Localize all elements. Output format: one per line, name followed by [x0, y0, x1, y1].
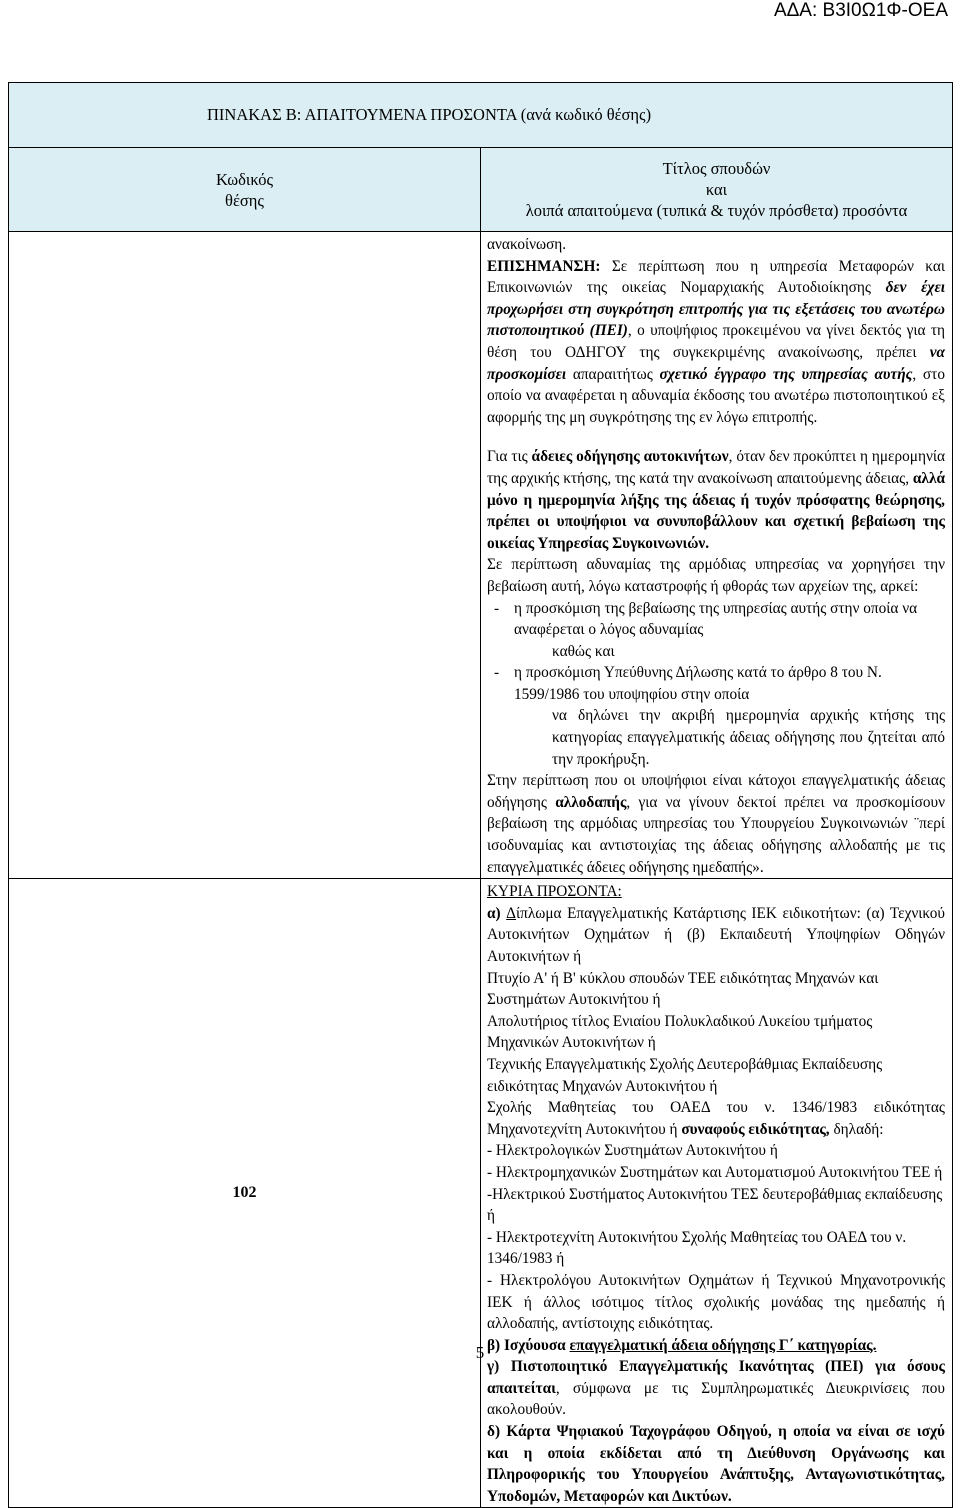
notes-cell [481, 232, 953, 879]
license-paragraph: Για τις άδειες οδήγησης αυτοκινήτων, όταν δεν προκύπτει η ημερομηνία της αρχικής κτήσης, της κατά την ανακοίνωση απαιτούμενης άδειας, αλλά μόνο η ημερομηνία λήξης της άδειας ή τυχόν πρόσφατης θεώρησης, πρέπει οι υποψήφιοι να συνυποβάλλουν και σχετική βεβαίωση της οικείας Υπηρεσίας Συγκοινωνιών. [487, 448, 945, 552]
list-item-continuation: να δηλώνει την ακριβή ημερομηνία αρχικής κτήσης της κατηγορίας επαγγελματικής άδειας οδήγησης που ζητείται από την προκήρυξη. [552, 707, 945, 768]
qualification-line: Σχολής Μαθητείας του ΟΑΕΔ του ν. 1346/1983 ειδικότητας Μηχανοτεχνίτη Αυτοκινήτου ή συναφούς ειδικότητας, δηλαδή: [487, 1099, 945, 1138]
table-title-cell [9, 83, 953, 148]
position-code-cell [9, 879, 481, 1508]
specialty-item: - Ηλεκτρομηχανικών Συστημάτων και Αυτοματισμού Αυτοκινήτου ΤΕΕ ή [487, 1163, 943, 1181]
ada-header-stamp: ΑΔΑ: Β3Ι0Ω1Φ-ΟΕΑ [773, 0, 948, 21]
table-title: ΠΙΝΑΚΑΣ Β: ΑΠΑΙΤΟΥΜΕΝΑ ΠΡΟΣΟΝΤΑ (ανά κωδικό θέσης) [207, 105, 652, 124]
position-code: 102 [232, 1184, 257, 1202]
column-header-title [481, 148, 953, 232]
continued-text: ανακοίνωση. [487, 236, 567, 253]
inability-paragraph: Σε περίπτωση αδυναμίας της αρμόδιας υπηρεσίας να χορηγήσει την βεβαίωση αυτή, λόγω καταστροφής ή φθοράς των αρχείων της, αρκεί: [487, 556, 945, 595]
qualification-a: α) Δίπλωμα Επαγγελματικής Κατάρτισης ΙΕΚ ειδικοτήτων: (α) Τεχνικού Αυτοκινήτων Οχημάτων ή (β) Εκπαιδευτή Υποψηφίων Οδηγών Αυτοκινήτων ή [487, 904, 945, 965]
main-qualifications-heading: ΚΥΡΙΑ ΠΡΟΣΟΝΤΑ: [487, 883, 622, 901]
qualification-d: δ) Κάρτα Ψηφιακού Ταχογράφου Οδηγού, η οποία να είναι σε ισχύ και η οποία εκδίδεται από τη Διεύθυνση Οργάνωσης και Πληροφορικής του Υπουργείου Ανάπτυξης, Ανταγωνιστικότητας, Υποδομών, Μεταφορών και Δικτύων. [487, 1423, 945, 1505]
column-header-title-line2: και [705, 180, 728, 199]
page-number: 5 [475, 1343, 485, 1362]
column-header-code [9, 148, 481, 232]
requirements-table [8, 82, 953, 1508]
qualification-line: Πτυχίο Α' ή Β' κύκλου σπουδών ΤΕΕ ειδικότητας Μηχανών και Συστημάτων Αυτοκινήτου ή [487, 969, 879, 1009]
list-item: - η προσκόμιση της βεβαίωσης της υπηρεσίας αυτής στην οποία να αναφέρεται ο λόγος αδυναμίας [494, 599, 918, 639]
qualification-c: γ) Πιστοποιητικό Επαγγελματικής Ικανότητας (ΠΕΙ) για όσους απαιτείται, σύμφωνα με τις Συμπληρωματικές Διευκρινίσεις που ακολουθούν. [487, 1358, 945, 1419]
specialty-item: -Ηλεκτρικού Συστήματος Αυτοκινήτου ΤΕΣ δευτεροβάθμιας εκπαίδευσης ή [487, 1185, 943, 1225]
note-paragraph: ΕΠΙΣΗΜΑΝΣΗ: Σε περίπτωση που η υπηρεσία Μεταφορών και Επικοινωνιών της οικείας Νομαρχιακής Αυτοδιοίκησης δεν έχει προχωρήσει στη συγκρότηση επιτροπής για τις εξετάσεις του ανωτέρω πιστοποιητικού (ΠΕΙ), ο υποψήφιος προκειμένου να γίνει δεκτός για τη θέση του ΟΔΗΓΟΥ της συγκεκριμένης ανακοίνωσης, πρέπει να προσκομίσει απαραιτήτως σχετικό έγγραφο της υπηρεσίας αυτής, στο οποίο να αναφέρεται η αδυναμία έκδοσης του ανωτέρω πιστοποιητικού εξ αφορμής της μη συγκρότησης της εν λόγω επιτροπής. [487, 257, 945, 426]
specialty-item: - Ηλεκτροτεχνίτη Αυτοκινήτου Σχολής Μαθητείας του ΟΑΕΔ του ν. 1346/1983 ή [487, 1228, 907, 1268]
list-item-continuation: καθώς και [552, 642, 615, 660]
column-header-title-line1: Τίτλος σπουδών [662, 159, 771, 178]
specialty-item: - Ηλεκτρολογικών Συστημάτων Αυτοκινήτου ή [487, 1142, 778, 1160]
qualification-line: Απολυτήριος τίτλος Ενιαίου Πολυκλαδικού Λυκείου τμήματος Μηχανικών Αυτοκινήτων ή [487, 1012, 873, 1052]
qualification-line: Τεχνικής Επαγγελματικής Σχολής Δευτεροβάθμιας Εκπαίδευσης ειδικότητας Μηχανών Αυτοκινήτου ή [487, 1055, 883, 1095]
foreign-license-paragraph: Στην περίπτωση που οι υποψήφιοι είναι κάτοχοι επαγγελματικής άδειας οδήγησης αλλοδαπής, για να γίνουν δεκτοί πρέπει να προσκομίσουν βεβαίωση της αρμόδιας υπηρεσίας του Υπουργείου Συγκοινωνιών ¨περί ισοδυναμίας και αντιστοιχίας της άδειας οδήγησης αλλοδαπής με τις επαγγελματικές άδειες οδήγησης ημεδαπής». [487, 772, 945, 876]
column-header-code-line1: Κωδικός [215, 169, 274, 189]
specialty-item: - Ηλεκτρολόγου Αυτοκινήτων Οχημάτων ή Τεχνικού Μηχανοτρονικής ΙΕΚ ή άλλος ισότιμος τίτλος σχολικής μονάδας της ημεδαπής ή αλλοδαπής, αντίστοιχης ειδικότητας. [487, 1271, 945, 1333]
qualification-b: β) Ισχύουσα επαγγελματική άδεια οδήγησης Γ΄ κατηγορίας. [487, 1336, 877, 1354]
list-item: - η προσκόμιση Υπεύθυνης Δήλωσης κατά το άρθρο 8 του Ν. 1599/1986 του υποψηφίου στην οποία [494, 664, 882, 703]
code-cell-continued [9, 232, 481, 879]
column-header-title-line3: λοιπά απαιτούμενα (τυπικά & τυχόν πρόσθετα) προσόντα [525, 201, 908, 220]
main-qualifications-cell [481, 879, 953, 1508]
column-header-code-line2: θέσης [225, 190, 264, 210]
